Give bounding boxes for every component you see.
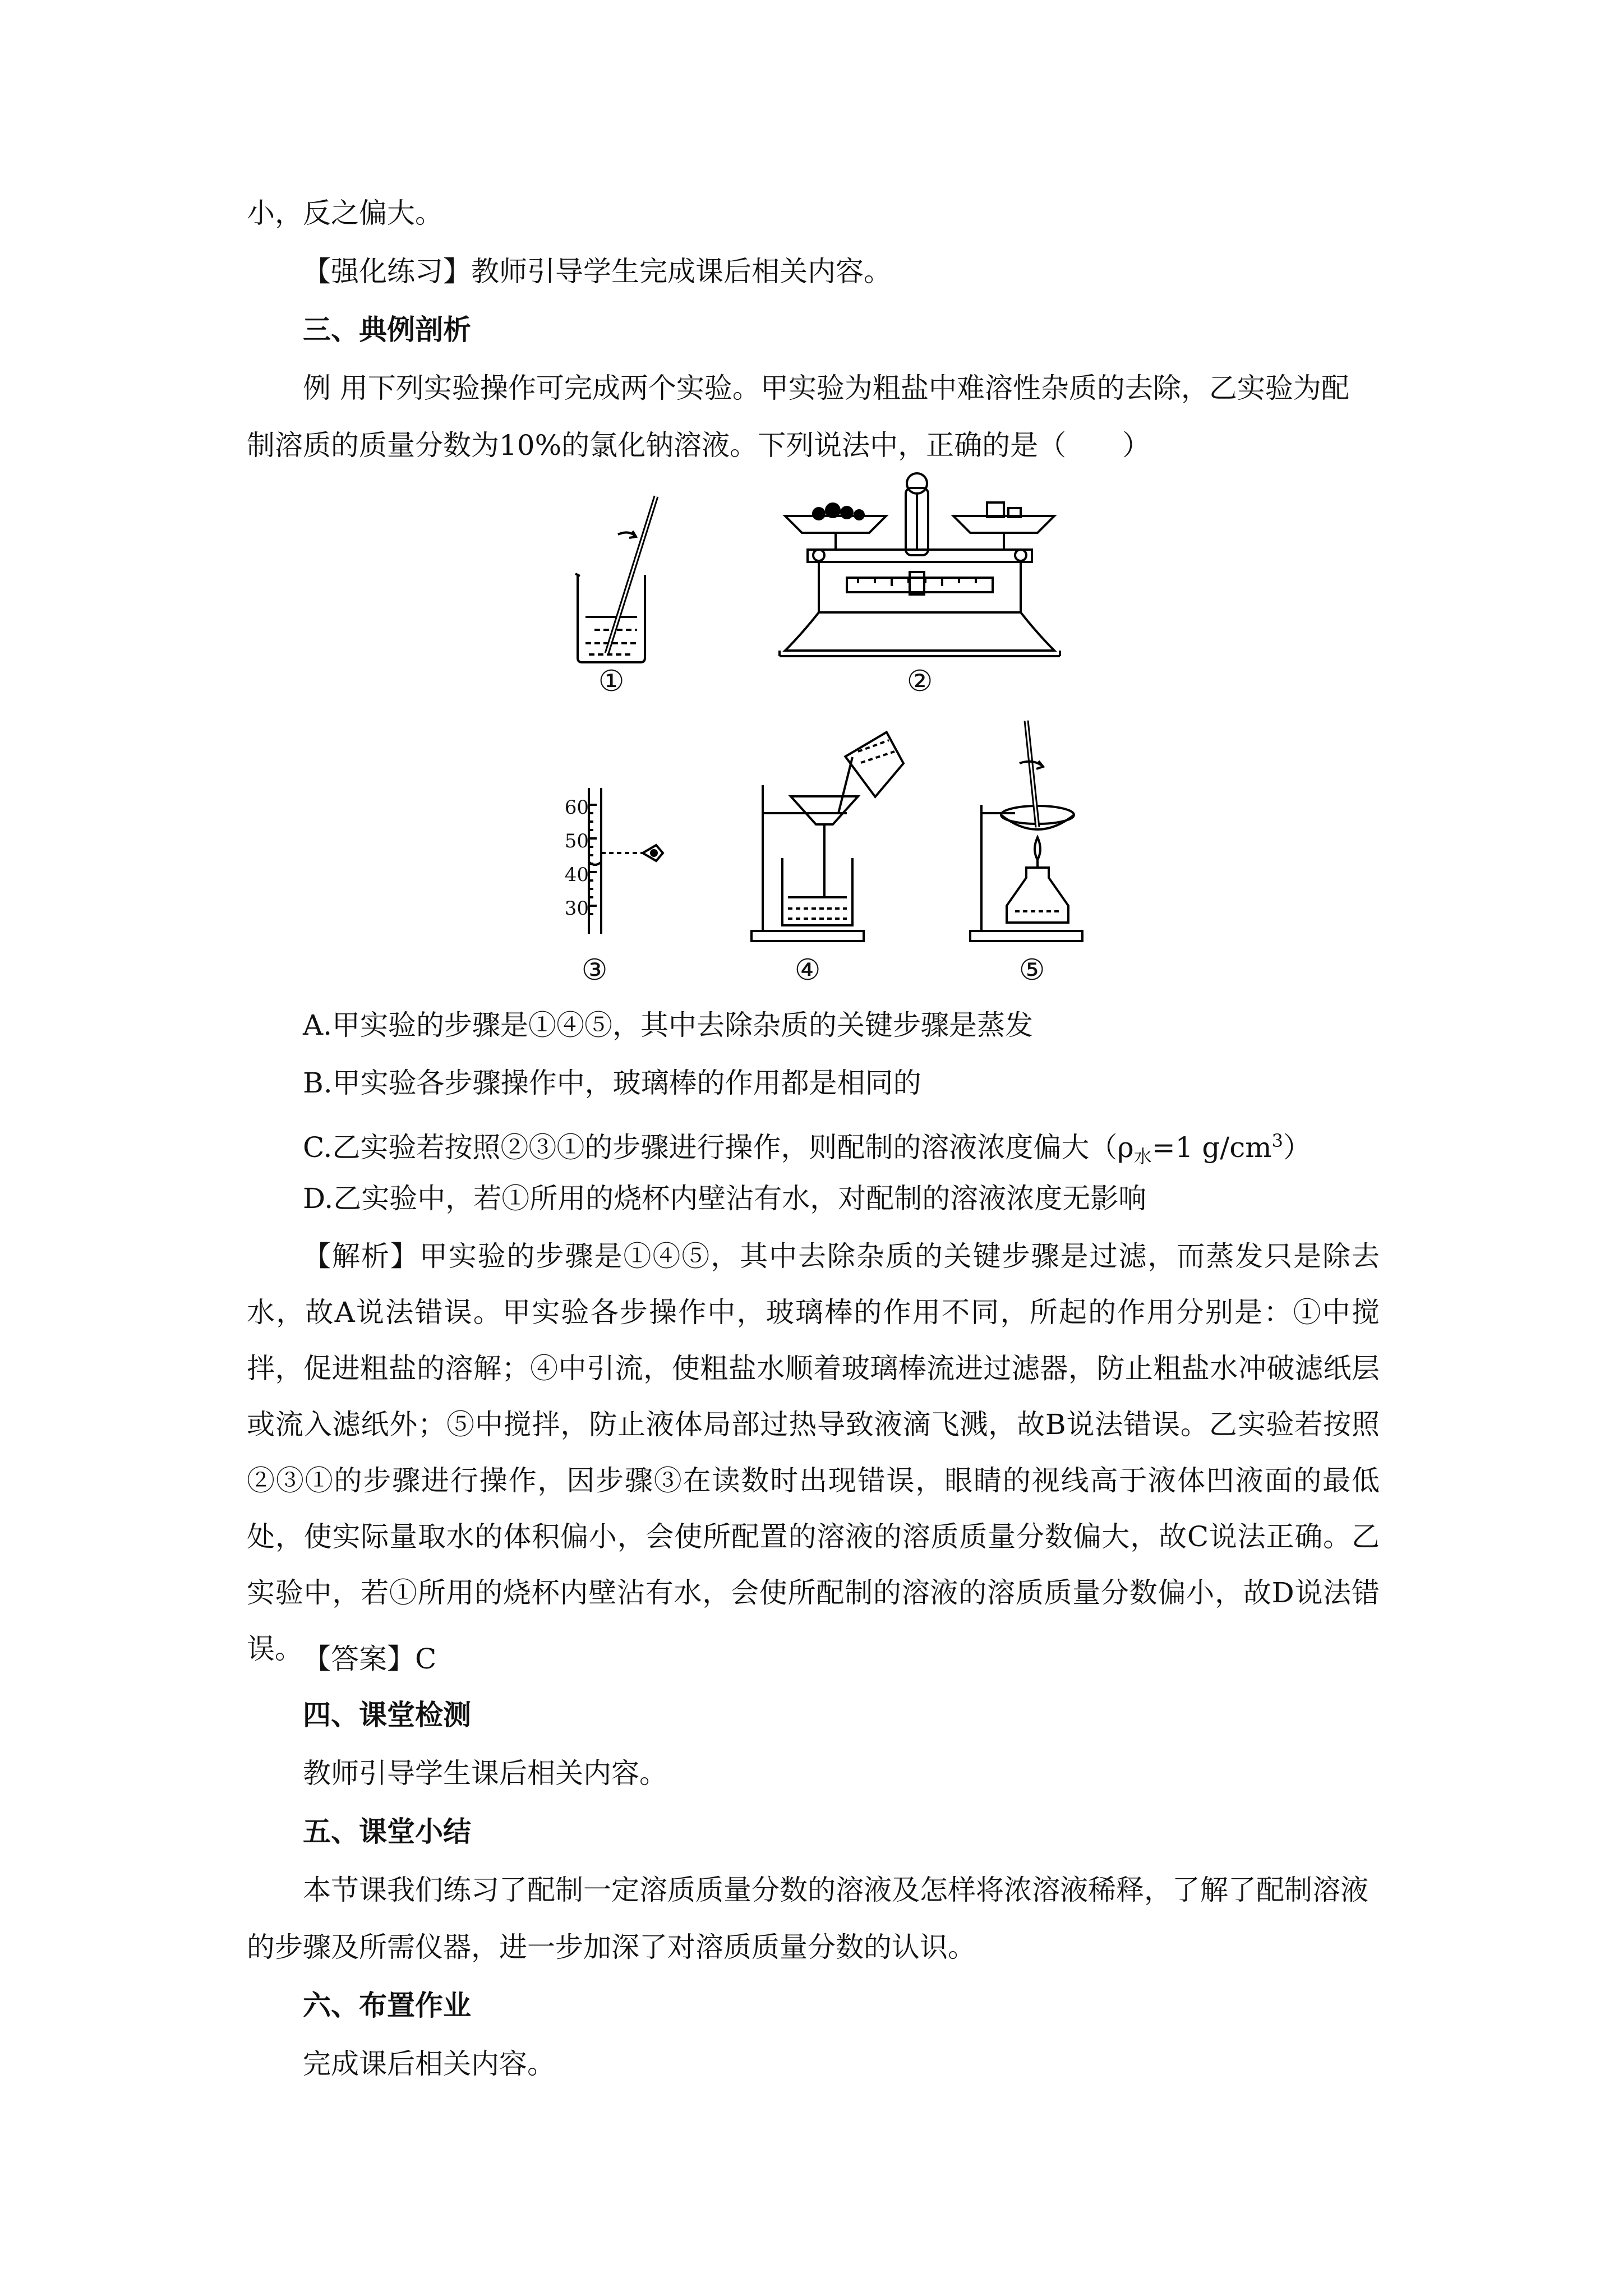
text-line: 本节课我们练习了配制一定溶质质量分数的溶液及怎样将浓溶液稀释，了解了配制溶液	[303, 1874, 1368, 1906]
filtration-figure	[740, 718, 909, 948]
cylinder-tick-30: 30	[564, 897, 589, 920]
beaker-stirring-figure	[566, 491, 667, 670]
section-heading: 四、课堂检测	[303, 1699, 471, 1731]
option-b: B.甲实验各步骤操作中，玻璃棒的作用都是相同的	[303, 1067, 921, 1099]
section-heading: 五、课堂小结	[303, 1815, 471, 1848]
option-c-text: C.乙实验若按照②③①的步骤进行操作，则配制的溶液浓度偏大（ρ	[303, 1131, 1134, 1164]
evaporation-figure	[953, 715, 1099, 951]
cylinder-tick-60: 60	[564, 796, 589, 819]
option-c-close: ）	[1283, 1131, 1312, 1164]
section-heading: 六、布置作业	[303, 1989, 471, 2022]
option-d: D.乙实验中，若①所用的烧杯内壁沾有水，对配制的溶液浓度无影响	[303, 1182, 1147, 1215]
cylinder-tick-40: 40	[564, 864, 589, 886]
balance-scale-figure	[763, 471, 1077, 662]
text-line: 教师引导学生课后相关内容。	[303, 1757, 667, 1790]
example-text: 制溶质的质量分数为10%的氯化钠溶液。下列说法中，正确的是（ ）	[247, 429, 1151, 462]
analysis-paragraph: 【解析】甲实验的步骤是①④⑤，其中去除杂质的关键步骤是过滤，而蒸发只是除去水，故A说法错误。甲实验各步操作中，玻璃棒的作用不同，所起的作用分别是：①中搅拌，促进粗盐的溶解；④中引流，使粗盐水顺着玻璃棒流进过滤器，防止粗盐水冲破滤纸层或流入滤纸外；⑤中搅拌，防止液体局部过热导致液滴飞溅，故B说法错误。乙实验若按照②③①的步骤进行操作，因步骤③在读数时出现错误，眼睛的视线高于液体凹液面的最低处，使实际量取水的体积偏小，会使所配置的溶液的溶质质量分数偏大，故C说法正确。乙实验中，若①所用的烧杯内壁沾有水，会使所配制的溶液的溶质质量分数偏小，故D说法错误。	[247, 1240, 1380, 1665]
cylinder-scale-labels	[538, 782, 589, 939]
figure-label-2: ②	[906, 665, 933, 698]
option-c-superscript: 3	[1271, 1130, 1284, 1151]
figure-label-3: ③	[581, 953, 608, 987]
text-line: 的步骤及所需仪器，进一步加深了对溶质质量分数的认识。	[247, 1931, 976, 1963]
figure-label-1: ①	[598, 665, 625, 698]
option-a: A.甲实验的步骤是①④⑤，其中去除杂质的关键步骤是蒸发	[303, 1009, 1034, 1041]
text-line: 小，反之偏大。	[247, 197, 443, 229]
option-c-unit: =1 g/cm	[1151, 1131, 1272, 1164]
example-text: 例 用下列实验操作可完成两个实验。甲实验为粗盐中难溶性杂质的去除，乙实验为配	[303, 372, 1349, 404]
figure-label-5: ⑤	[1018, 953, 1045, 987]
figure-label-4: ④	[794, 953, 821, 987]
text-line: 完成课后相关内容。	[303, 2048, 555, 2080]
text-line: 【强化练习】教师引导学生完成课后相关内容。	[303, 255, 892, 288]
answer-line: 【答案】C	[303, 1643, 437, 1675]
option-c	[303, 1119, 1436, 1178]
cylinder-tick-50: 50	[564, 830, 589, 852]
section-heading: 三、典例剖析	[303, 313, 471, 346]
option-c-subscript: 水	[1133, 1146, 1152, 1167]
